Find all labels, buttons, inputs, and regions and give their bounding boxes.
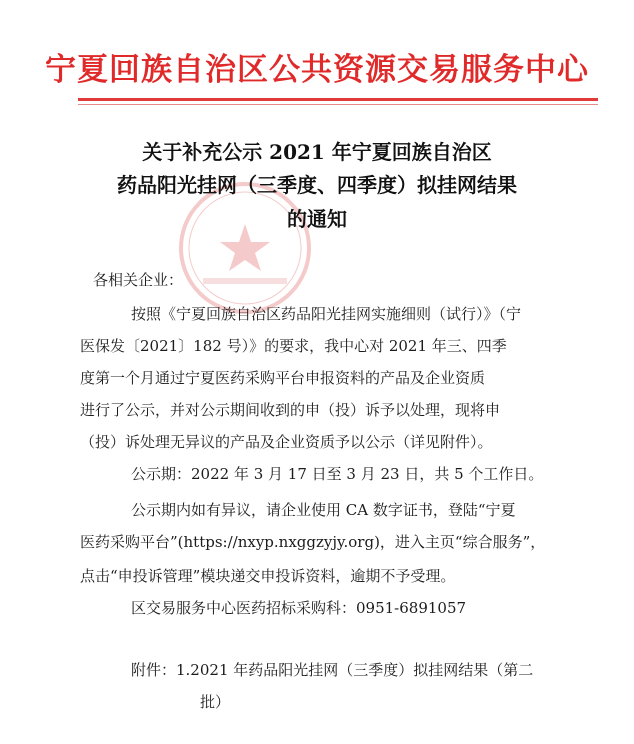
paragraph-1-line-3: 度第一个月通过宁夏医药采购平台申报资料的产品及企业资质 [80, 369, 486, 387]
document-title-line-3: 的通知 [287, 207, 347, 231]
paragraph-1-line-1: 按照《宁夏回族自治区药品阳光挂网实施细则（试行）》（宁 [131, 305, 522, 323]
contact-line: 区交易服务中心医药招标采购科：0951-6891057 [131, 599, 467, 617]
paragraph-3-line-1: 公示期内如有异议，请企业使用 CA 数字证书，登陆“宁夏 [131, 501, 516, 519]
org-header-title: 宁夏回族自治区公共资源交易服务中心 [45, 52, 589, 88]
header-rule-thick [78, 98, 598, 101]
salutation: 各相关企业： [93, 271, 184, 289]
paragraph-3-line-3: 点击“申投诉管理”模块递交申投诉资料，逾期不予受理。 [80, 567, 456, 585]
paragraph-3-line-2: 医药采购平台”(https://nxyp.nxggzyjy.org)，进入主页“综合服务”， [80, 533, 546, 551]
attachment-line-1: 附件：1.2021 年药品阳光挂网（三季度）拟挂网结果（第二 [131, 661, 534, 679]
paragraph-1-line-2: 医保发〔2021〕182 号）》的要求，我中心对 2021 年三、四季 [80, 337, 507, 355]
paragraph-1-line-4: 进行了公示，并对公示期间收到的申（投）诉予以处理，现将申 [80, 401, 501, 419]
official-seal-icon [175, 178, 315, 318]
notice-period: 公示期：2022 年 3 月 17 日至 3 月 23 日，共 5 个工作日。 [131, 465, 544, 483]
document-title-line-1: 关于补充公示 2021 年宁夏回族自治区 [142, 140, 492, 164]
header-rule-thin [78, 104, 598, 105]
attachment-line-2: 批） [200, 693, 231, 711]
paragraph-1-line-5: （投）诉处理无异议的产品及企业资质予以公示（详见附件）。 [80, 433, 493, 451]
document-title-line-2: 药品阳光挂网（三季度、四季度）拟挂网结果 [117, 173, 517, 197]
